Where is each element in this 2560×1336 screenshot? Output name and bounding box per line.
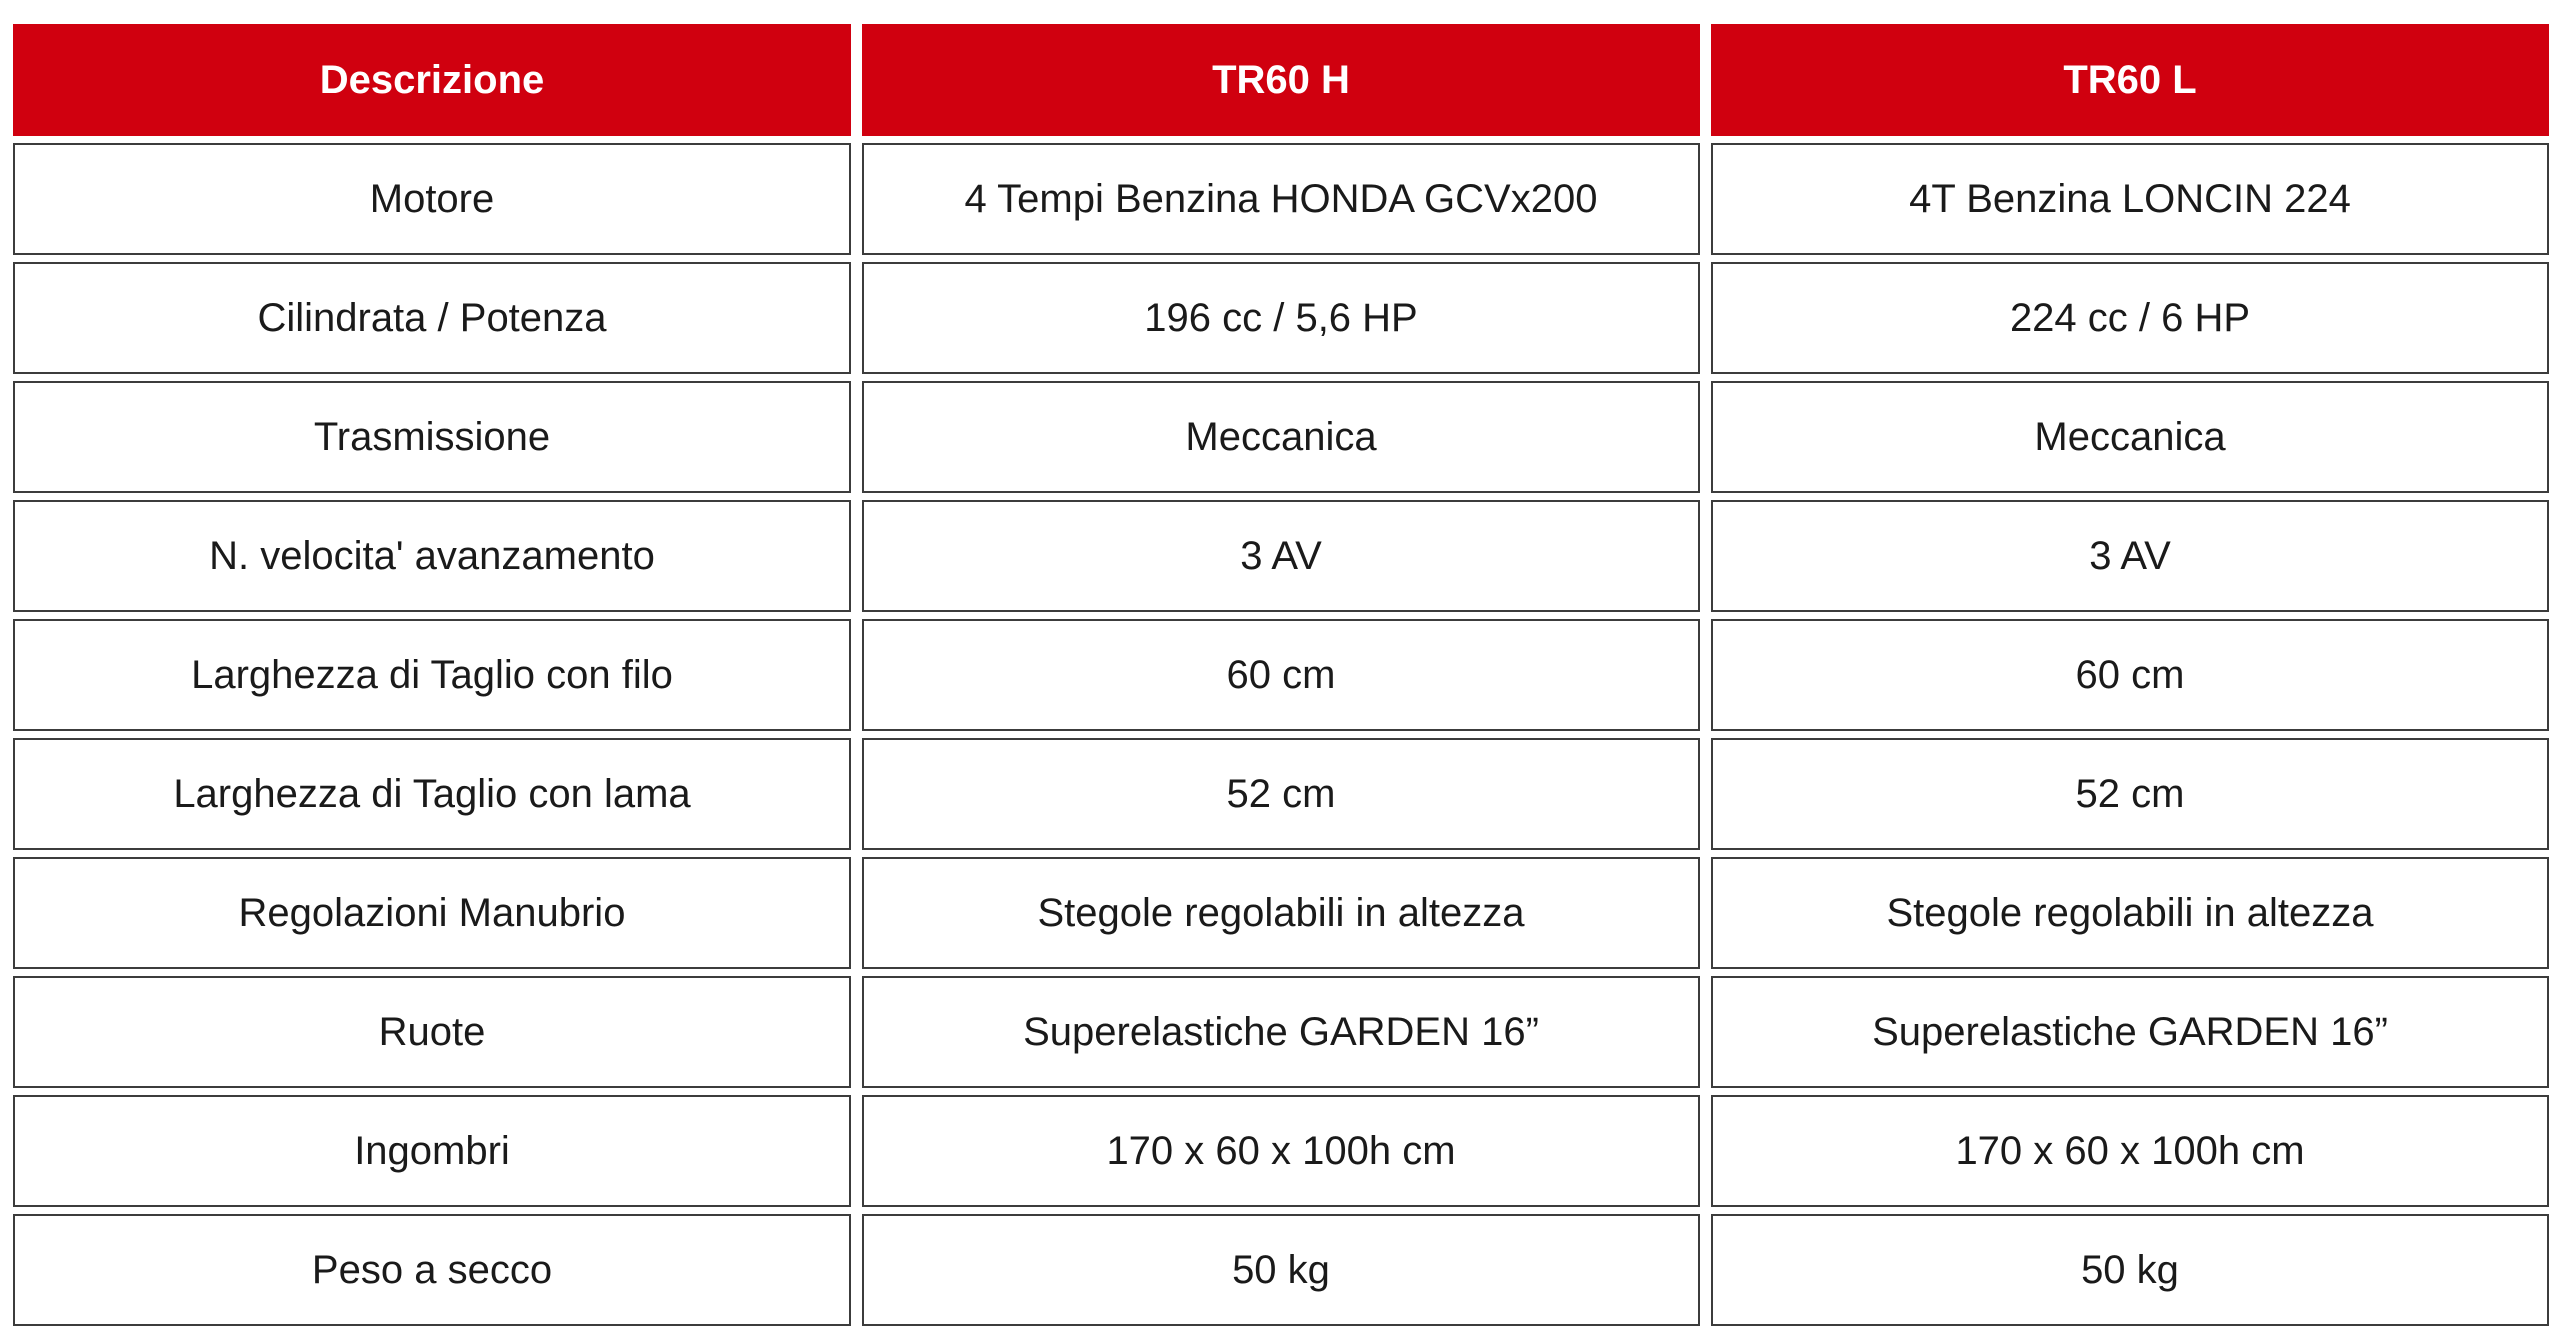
row-label-taglio-filo: Larghezza di Taglio con filo bbox=[13, 619, 851, 731]
cell-tr60h-ruote: Superelastiche GARDEN 16” bbox=[862, 976, 1700, 1088]
cell-tr60l-peso: 50 kg bbox=[1711, 1214, 2549, 1326]
row-label-peso: Peso a secco bbox=[13, 1214, 851, 1326]
row-label-velocita: N. velocita' avanzamento bbox=[13, 500, 851, 612]
row-label-cilindrata: Cilindrata / Potenza bbox=[13, 262, 851, 374]
header-tr60h: TR60 H bbox=[862, 24, 1700, 136]
cell-tr60h-motore: 4 Tempi Benzina HONDA GCVx200 bbox=[862, 143, 1700, 255]
row-label-ruote: Ruote bbox=[13, 976, 851, 1088]
cell-tr60l-taglio-lama: 52 cm bbox=[1711, 738, 2549, 850]
cell-tr60h-trasmissione: Meccanica bbox=[862, 381, 1700, 493]
row-label-motore: Motore bbox=[13, 143, 851, 255]
row-label-trasmissione: Trasmissione bbox=[13, 381, 851, 493]
cell-tr60l-trasmissione: Meccanica bbox=[1711, 381, 2549, 493]
cell-tr60l-manubrio: Stegole regolabili in altezza bbox=[1711, 857, 2549, 969]
spec-table bbox=[13, 24, 2549, 1326]
cell-tr60l-velocita: 3 AV bbox=[1711, 500, 2549, 612]
row-label-taglio-lama: Larghezza di Taglio con lama bbox=[13, 738, 851, 850]
cell-tr60h-ingombri: 170 x 60 x 100h cm bbox=[862, 1095, 1700, 1207]
cell-tr60l-motore: 4T Benzina LONCIN 224 bbox=[1711, 143, 2549, 255]
cell-tr60h-cilindrata: 196 cc / 5,6 HP bbox=[862, 262, 1700, 374]
cell-tr60h-taglio-filo: 60 cm bbox=[862, 619, 1700, 731]
cell-tr60h-peso: 50 kg bbox=[862, 1214, 1700, 1326]
cell-tr60l-taglio-filo: 60 cm bbox=[1711, 619, 2549, 731]
row-label-ingombri: Ingombri bbox=[13, 1095, 851, 1207]
cell-tr60h-taglio-lama: 52 cm bbox=[862, 738, 1700, 850]
cell-tr60l-ingombri: 170 x 60 x 100h cm bbox=[1711, 1095, 2549, 1207]
row-label-manubrio: Regolazioni Manubrio bbox=[13, 857, 851, 969]
cell-tr60h-velocita: 3 AV bbox=[862, 500, 1700, 612]
header-tr60l: TR60 L bbox=[1711, 24, 2549, 136]
header-descrizione: Descrizione bbox=[13, 24, 851, 136]
cell-tr60h-manubrio: Stegole regolabili in altezza bbox=[862, 857, 1700, 969]
cell-tr60l-ruote: Superelastiche GARDEN 16” bbox=[1711, 976, 2549, 1088]
cell-tr60l-cilindrata: 224 cc / 6 HP bbox=[1711, 262, 2549, 374]
